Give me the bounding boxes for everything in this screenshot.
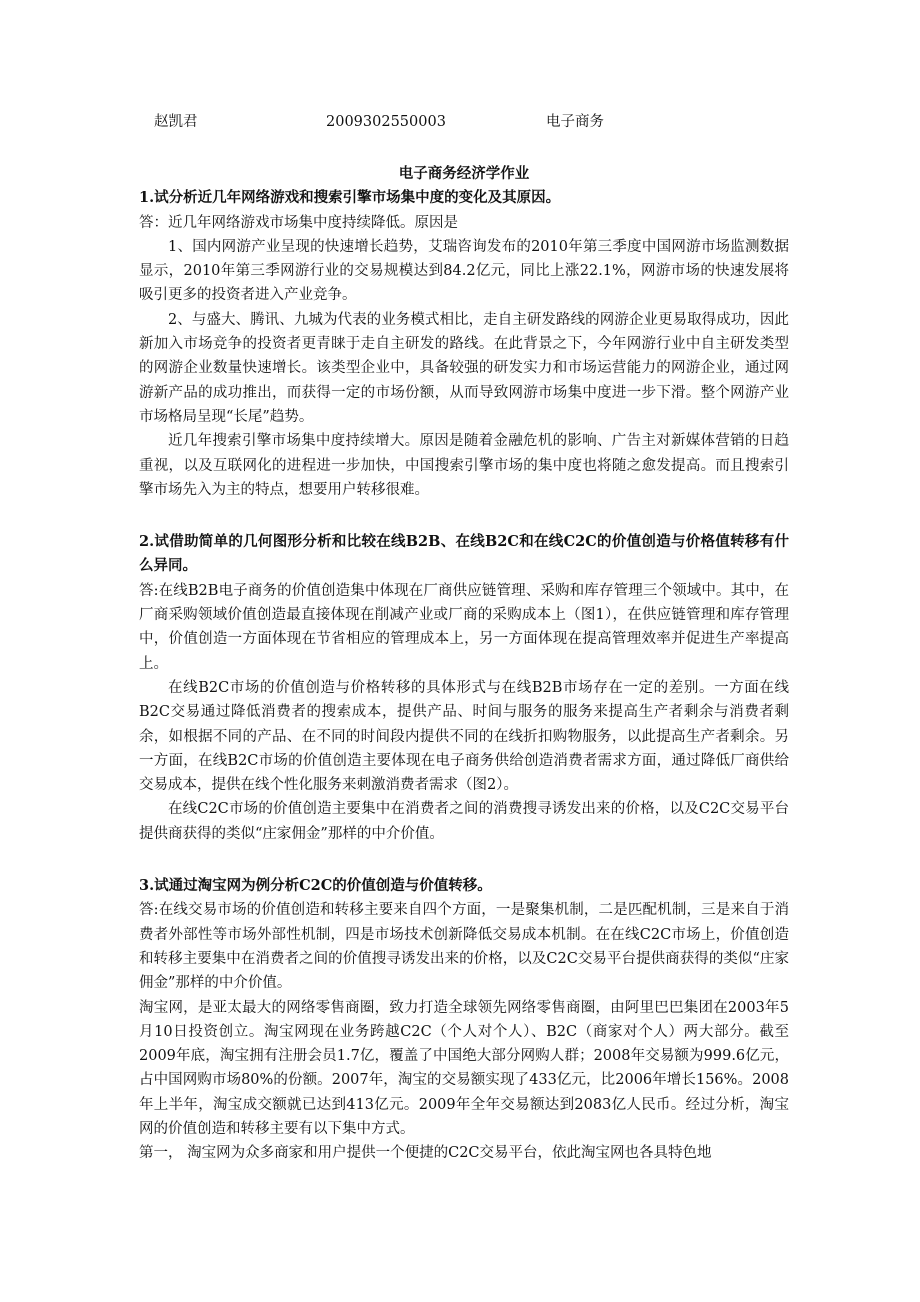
document-page: [139, 110, 789, 1166]
author-header: [154, 110, 789, 136]
author-name: 赵凯君: [154, 114, 198, 130]
student-id: 2009302550003: [326, 114, 446, 130]
q3-paragraph-2: 淘宝网，是亚太最大的网络零售商圈，致力打造全球领先网络零售商圈，由阿里巴巴集团在2003年5月10日投资创立。淘宝网现在业务跨越C2C（个人对个人）、B2C（商家对个人）两大部分。截至2009年底，淘宝拥有注册会员1.7亿，覆盖了中国绝大部分网购人群；2008年交易额为999.6亿元，占中国网购市场80%的份额。2007年，淘宝的交易额实现了433亿元，比2006年增长156%。2008年上半年，淘宝成交额就已达到413亿元。2009年全年交易额达到2083亿人民币。经过分析，淘宝网的价值创造和转移主要有以下集中方式。: [139, 999, 789, 1137]
document-title: 电子商务经济学作业: [398, 165, 530, 182]
q2-paragraph-1: 答:在线B2B电子商务的价值创造集中体现在厂商供应链管理、采购和库存管理三个领域中。其中，在厂商采购领域价值创造最直接体现在削减产业或厂商的采购成本上（图1），在供应链管理和库存管理中，价值创造一方面体现在节省相应的管理成本上，另一方面体现在提高管理效率并促进生产率提高上。: [139, 582, 789, 672]
q1-paragraph-2: 2、与盛大、腾讯、九城为代表的业务模式相比，走自主研发路线的网游企业更易取得成功，因此新加入市场竞争的投资者更青睐于走自主研发的路线。在此背景之下，今年网游行业中自主研发类型的网游企业数量快速增长。该类型企业中，具备较强的研发实力和市场运营能力的网游企业，通过网游新产品的成功推出，而获得一定的市场份额，从而导致网游市场集中度进一步下滑。整个网游产业市场格局呈现“长尾”趋势。: [139, 311, 789, 425]
q1-answer-intro: 答：近几年网络游戏市场集中度持续降低。原因是: [139, 214, 458, 231]
question-3: 3.试通过淘宝网为例分析C2C的价值创造与价值转移。: [139, 877, 492, 895]
q3-paragraph-3: 第一， 淘宝网为众多商家和用户提供一个便捷的C2C交易平台，依此淘宝网也各具特色地: [139, 1145, 712, 1162]
q1-paragraph-3: 近几年搜索引擎市场集中度持续增大。原因是随着金融危机的影响、广告主对新媒体营销的日趋重视，以及互联网化的进程进一步加快，中国搜索引擎市场的集中度也将随之愈发提高。而且搜索引擎市场先入为主的特点，想要用户转移很难。: [139, 433, 789, 498]
question-2: 2.试借助简单的几何图形分析和比较在线B2B、在线B2C和在线C2C的价值创造与价格值转移有什么异同。: [139, 533, 789, 575]
author-major: 电子商务: [546, 114, 604, 130]
q2-paragraph-2: 在线B2C市场的价值创造与价格转移的具体形式与在线B2B市场存在一定的差别。一方面在线B2C交易通过降低消费者的搜索成本，提供产品、时间与服务的服务来提高生产者剩余与消费者剩余，如根据不同的产品、在不同的时间段内提供不同的在线折扣购物服务，以此提高生产者剩余。另一方面，在线B2C市场的价值创造主要体现在电子商务供给创造消费者需求方面，通过降低厂商供给交易成本，提供在线个性化服务来刺激消费者需求（图2）。: [139, 679, 789, 794]
spacer: [139, 846, 789, 874]
question-1: 1.试分析近几年网络游戏和搜索引擎市场集中度的变化及其原因。: [139, 189, 561, 207]
q1-paragraph-1: 1、国内网游产业呈现的快速增长趋势，艾瑞咨询发布的2010年第三季度中国网游市场监测数据显示，2010年第三季网游行业的交易规模达到84.2亿元，同比上涨22.1%，网游市场的快速发展将吸引更多的投资者进入产业竞争。: [139, 238, 789, 304]
spacer: [139, 502, 789, 530]
q3-paragraph-1: 答:在线交易市场的价值创造和转移主要来自四个方面，一是聚集机制，二是匹配机制，三是来自于消费者外部性等市场外部性机制，四是市场技术创新降低交易成本机制。在在线C2C市场上，价值创造和转移主要集中在消费者之间的价值搜寻诱发出来的价格，以及C2C交易平台提供商获得的类似“庄家佣金”那样的中介价值。: [139, 902, 789, 992]
q2-paragraph-3: 在线C2C市场的价值创造主要集中在消费者之间的消费搜寻诱发出来的价格，以及C2C交易平台提供商获得的类似“庄家佣金”那样的中介价值。: [139, 801, 789, 842]
